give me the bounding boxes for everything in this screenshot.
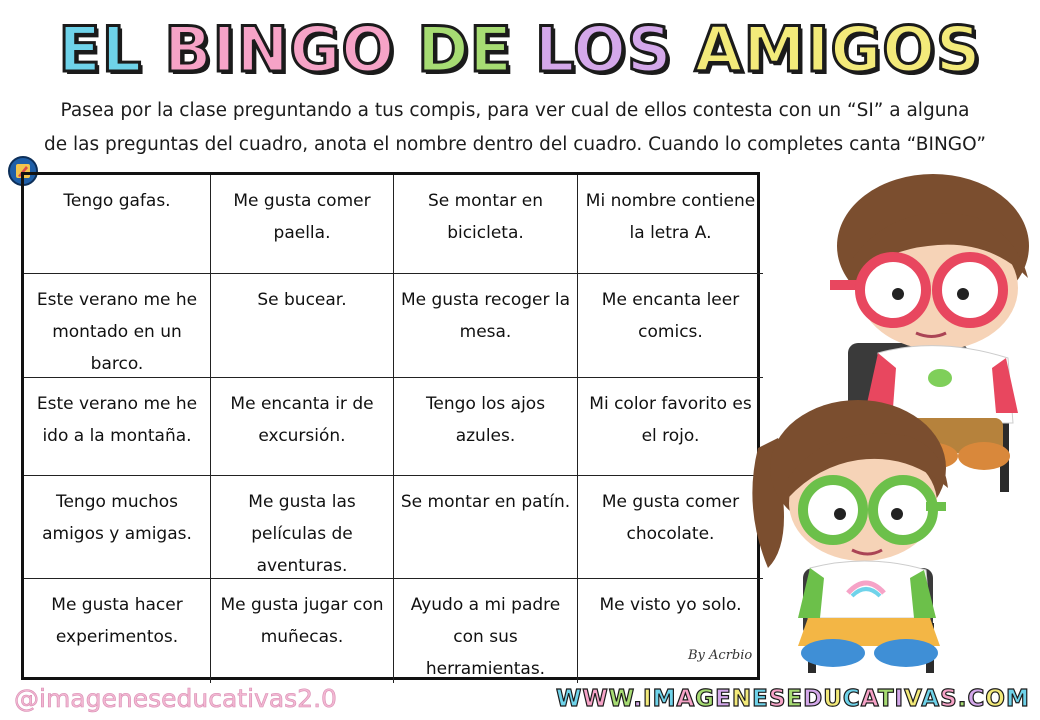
title-word-amigos: AMIGOS <box>694 13 982 86</box>
bingo-cell[interactable]: Me gusta recoger la mesa. <box>394 274 578 378</box>
footer-social-handle: @imageneseducativas2.0 <box>14 684 337 713</box>
bingo-cell[interactable]: Mi nombre contiene la letra A. <box>578 175 763 274</box>
title-word-el: EL <box>58 13 143 86</box>
girl-figure <box>752 400 948 673</box>
bingo-grid <box>21 172 760 680</box>
title-word-bingo: BINGO <box>164 13 396 86</box>
bingo-cell[interactable]: Me gusta hacer experimentos. <box>24 579 211 683</box>
bingo-cell[interactable]: Me gusta comer chocolate. <box>578 476 763 579</box>
title-word-los: LOS <box>534 13 673 86</box>
bingo-cell[interactable]: Me gusta jugar con muñecas. <box>211 579 394 683</box>
bingo-cell[interactable]: Me encanta leer comics. <box>578 274 763 378</box>
instructions-line-1: Pasea por la clase preguntando a tus compis, para ver cual de ellos contesta con un “SI” a alguna <box>60 100 970 121</box>
bingo-cell[interactable]: Se montar en bicicleta. <box>394 175 578 274</box>
children-with-glasses-illustration <box>748 168 1040 673</box>
title-word-de: DE <box>417 13 513 86</box>
bingo-cell[interactable]: Se bucear. <box>211 274 394 378</box>
bingo-cell[interactable]: Me gusta las películas de aventuras. <box>211 476 394 579</box>
bingo-cell[interactable]: Tengo gafas. <box>24 175 211 274</box>
bingo-cell[interactable]: Me visto yo solo. <box>599 595 742 615</box>
instructions <box>20 94 1010 162</box>
instructions-line-2: de las preguntas del cuadro, anota el nombre dentro del cuadro. Cuando lo completes canta “BINGO” <box>44 134 986 155</box>
author-signature: By Acrbio <box>688 648 753 663</box>
bingo-cell[interactable]: Me gusta comer paella. <box>211 175 394 274</box>
bingo-cell[interactable]: Mi color favorito es el rojo. <box>578 378 763 476</box>
footer-website: WWW.IMAGENESEDUCATIVAS.COM <box>556 686 1030 712</box>
bingo-cell[interactable]: Se montar en patín. <box>394 476 578 579</box>
bingo-cell[interactable]: Ayudo a mi padre con sus herramientas. <box>394 579 578 683</box>
page-title <box>0 10 1040 90</box>
bingo-cell[interactable]: Tengo muchos amigos y amigas. <box>24 476 211 579</box>
bingo-cell[interactable]: Este verano me he ido a la montaña. <box>24 378 211 476</box>
bingo-cell[interactable]: Tengo los ajos azules. <box>394 378 578 476</box>
bingo-cell[interactable]: Me encanta ir de excursión. <box>211 378 394 476</box>
bingo-cell[interactable]: Este verano me he montado en un barco. <box>24 274 211 378</box>
